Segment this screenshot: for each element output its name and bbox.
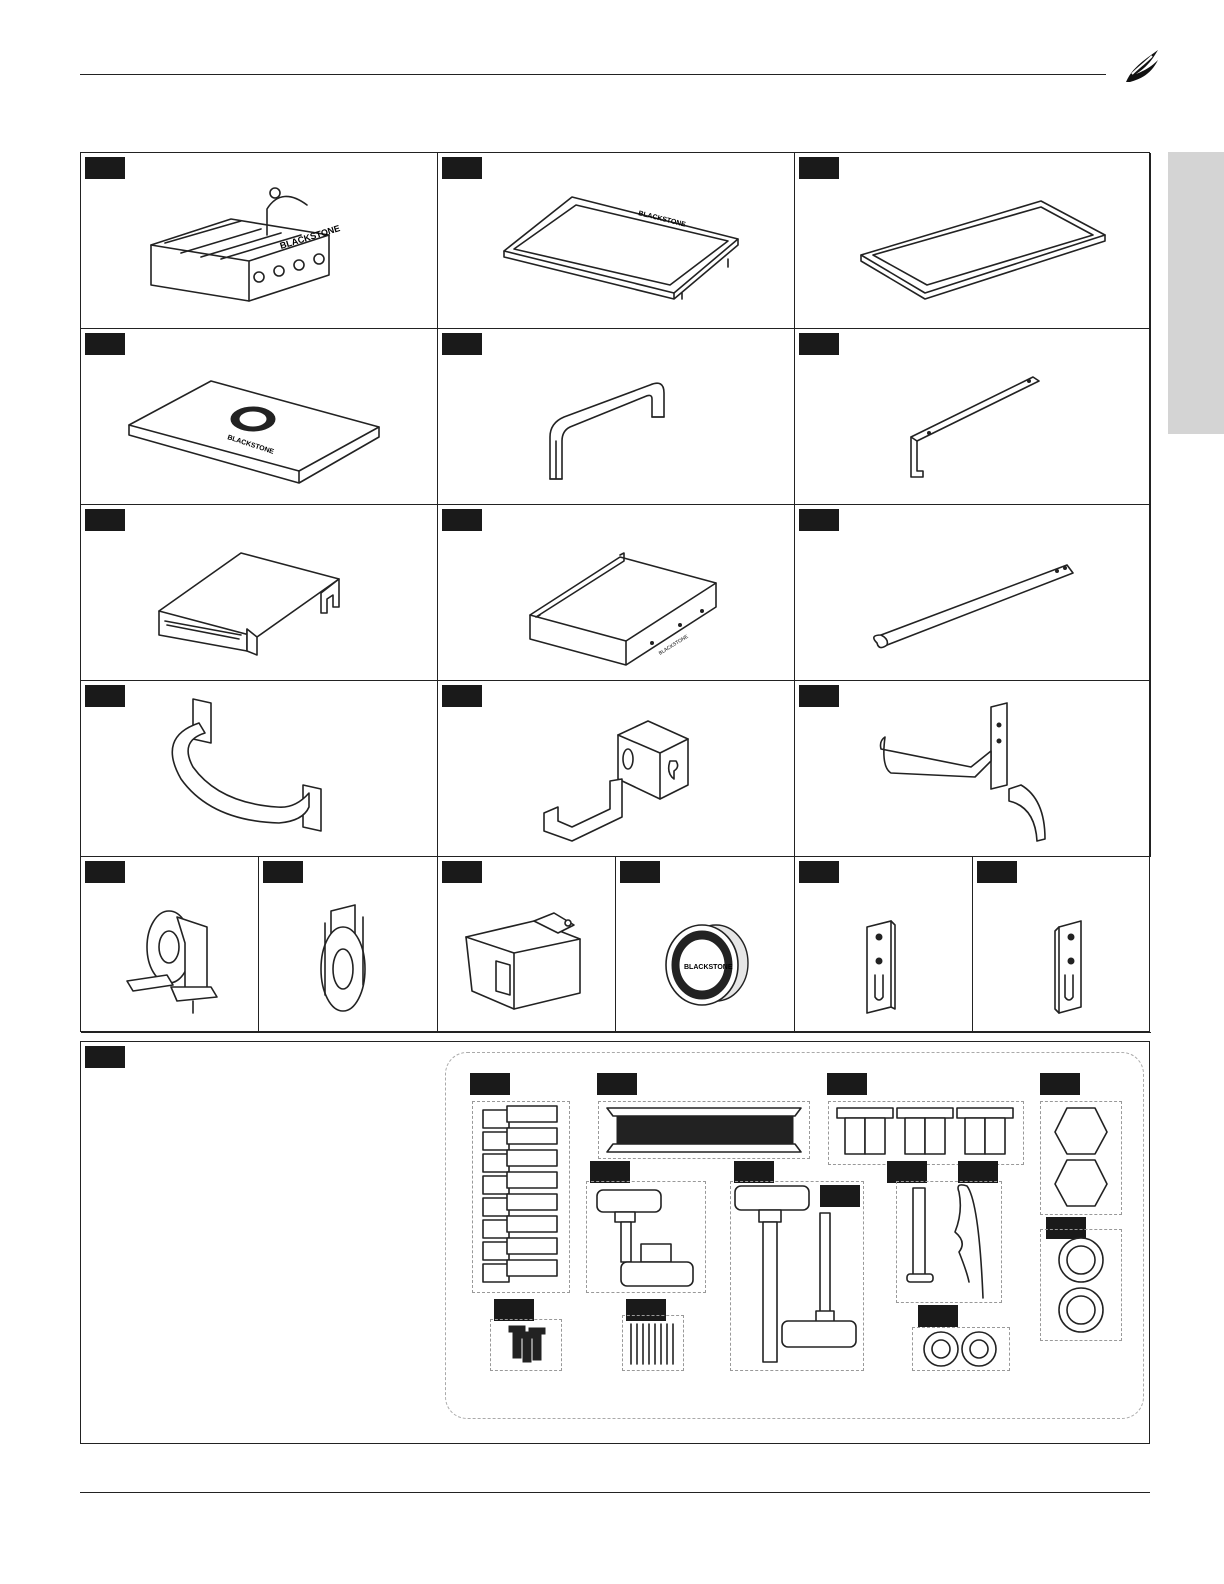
- footer-rule: [80, 1492, 1150, 1493]
- part-cell-handle: [438, 329, 795, 505]
- cross-brace-icon: [795, 505, 1151, 681]
- griddle-top-plate-icon: [438, 153, 795, 329]
- part-cell-lid-board: [81, 329, 438, 505]
- section-side-tab: [1168, 152, 1224, 434]
- part-cell-side-shelf-left: [81, 505, 438, 681]
- grease-tray-frame-icon: [795, 153, 1151, 329]
- part-cell-hinge-left: [795, 857, 973, 1033]
- long-bolts-box: [472, 1101, 570, 1293]
- part-cell-towel-holder: [438, 681, 795, 857]
- locking-caster-icon: [81, 857, 259, 1033]
- hex-nuts-icon: [1041, 1102, 1121, 1214]
- hardware-pack-panel: [80, 1041, 1150, 1444]
- svg-text:BLACKSTONE: BLACKSTONE: [657, 633, 690, 657]
- svg-text:BLACKSTONE: BLACKSTONE: [684, 964, 733, 971]
- hex-bolts-row-icon: [599, 1102, 809, 1158]
- t-bolt-icon: [776, 1203, 896, 1403]
- hardware-badge: [590, 1161, 630, 1183]
- hardware-pack-badge: [85, 1046, 125, 1068]
- part-cell-locking-caster: [81, 857, 259, 1033]
- svg-text:BLACKSTONE: BLACKSTONE: [226, 434, 275, 456]
- side-handle-icon: [81, 681, 438, 857]
- griddle-lid-board-icon: [81, 329, 438, 505]
- r-clip-icon: [897, 1182, 1001, 1302]
- svg-text:BLACKSTONE: BLACKSTONE: [637, 210, 687, 229]
- short-bolts-row-icon: [829, 1102, 1023, 1164]
- thumb-screws-box: [586, 1181, 706, 1293]
- part-cell-hinge-right: [973, 857, 1151, 1033]
- part-cell-support-bracket: [795, 329, 1151, 505]
- spacers-box: [622, 1315, 684, 1371]
- hardware-badge: [470, 1073, 510, 1095]
- svg-text:BLACKSTONE: BLACKSTONE: [278, 223, 342, 251]
- hinge-bracket-right-icon: [973, 857, 1151, 1033]
- hex-nuts-box: [1040, 1101, 1122, 1215]
- tool-hook-bracket-icon: [795, 681, 1151, 857]
- hinge-bracket-left-icon: [795, 857, 973, 1033]
- part-cell-cross-brace: [795, 505, 1151, 681]
- fixed-caster-icon: [259, 857, 438, 1033]
- hex-bolts-row-box: [598, 1101, 810, 1159]
- short-bolts-row-box: [828, 1101, 1024, 1165]
- part-cell-tool-hook: [795, 681, 1151, 857]
- parts-grid: [80, 152, 1150, 1032]
- part-cell-control-knob: [616, 857, 795, 1033]
- hardware-tray: [445, 1052, 1144, 1419]
- burner-box-assembly-icon: [81, 153, 438, 329]
- lock-washers-box: [1040, 1229, 1122, 1341]
- spacers-icon: [623, 1316, 683, 1370]
- handle-bar-icon: [438, 329, 795, 505]
- side-shelf-right-icon: [438, 505, 795, 681]
- lock-washers-icon: [1041, 1230, 1121, 1340]
- hardware-badge: [827, 1073, 867, 1095]
- blackstone-flame-logo-icon: [1122, 46, 1162, 86]
- thumb-screws-icon: [587, 1182, 705, 1292]
- small-screws-icon: [491, 1320, 561, 1370]
- long-bolts-icon: [473, 1102, 569, 1292]
- paper-towel-holder-icon: [438, 681, 795, 857]
- flat-washers-box: [912, 1327, 1010, 1371]
- hardware-badge: [1040, 1073, 1080, 1095]
- part-cell-grease-cup: [438, 857, 616, 1033]
- part-cell-burner-box: [81, 153, 438, 329]
- hardware-badge: [918, 1305, 958, 1327]
- hardware-badge: [887, 1161, 927, 1183]
- part-cell-side-handle: [81, 681, 438, 857]
- part-cell-fixed-caster: [259, 857, 438, 1033]
- part-cell-side-shelf-right: [438, 505, 795, 681]
- hardware-badge: [734, 1161, 774, 1183]
- side-shelf-left-icon: [81, 505, 438, 681]
- flat-washers-icon: [913, 1328, 1009, 1370]
- part-cell-grease-frame: [795, 153, 1151, 329]
- control-knob-icon: [616, 857, 795, 1033]
- hardware-badge: [494, 1299, 534, 1321]
- hardware-badge: [597, 1073, 637, 1095]
- part-cell-griddle-top: [438, 153, 795, 329]
- pin-clip-box: [896, 1181, 1002, 1303]
- hardware-badge: [958, 1161, 998, 1183]
- header-rule: [80, 74, 1106, 75]
- small-screws-box: [490, 1319, 562, 1371]
- support-bracket-icon: [795, 329, 1151, 505]
- grease-cup-icon: [438, 857, 616, 1033]
